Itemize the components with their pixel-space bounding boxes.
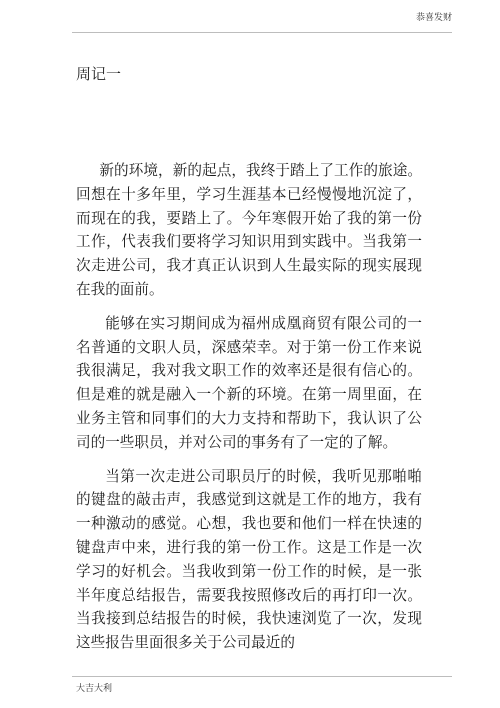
paragraph-3: 当第一次走进公司职员厅的时候，我听见那啪啪的键盘的敲击声，我感觉到这就是工作的地方，我有一种激动的感觉。心想，我也要和他们一样在快速的键盘声中来，进行我的第一份工作。这是工作是一次学习的好机会。当我收到第一份工作的时候，是一张半年度总结报告，需要我按照修改后的再打印一次。当我接到总结报告的时候，我快速浏览了一次，发现这些报告里面很多关于公司最近的 (76, 467, 422, 652)
footer-text: 大吉大利 (76, 684, 113, 694)
document-title: 周记一 (76, 65, 122, 83)
header-text: 恭喜发财 (415, 13, 452, 23)
paragraph-2: 能够在实习期间成为福州成凰商贸有限公司的一名普通的文职人员，深感荣幸。对于第一份工作来说我很满足，我对我文职工作的效率还是很有信心的。但是难的就是融入一个新的环境。在第一周里面，在业务主管和同事们的大力支持和帮助下，我认识了公司的一些职员，并对公司的事务有了一定的了解。 (76, 314, 422, 451)
document-body (76, 159, 422, 665)
footer-divider (72, 676, 452, 677)
paragraph-1: 新的环境，新的起点，我终于踏上了工作的旅途。回想在十多年里，学习生涯基本已经慢慢地沉淀了，而现在的我，要踏上了。今年寒假开始了我的第一份工作，代表我们要将学习知识用到实践中。当我第一次走进公司，我才真正认识到人生最实际的现实展现在我的面前。 (76, 162, 422, 298)
header-divider (72, 32, 452, 33)
